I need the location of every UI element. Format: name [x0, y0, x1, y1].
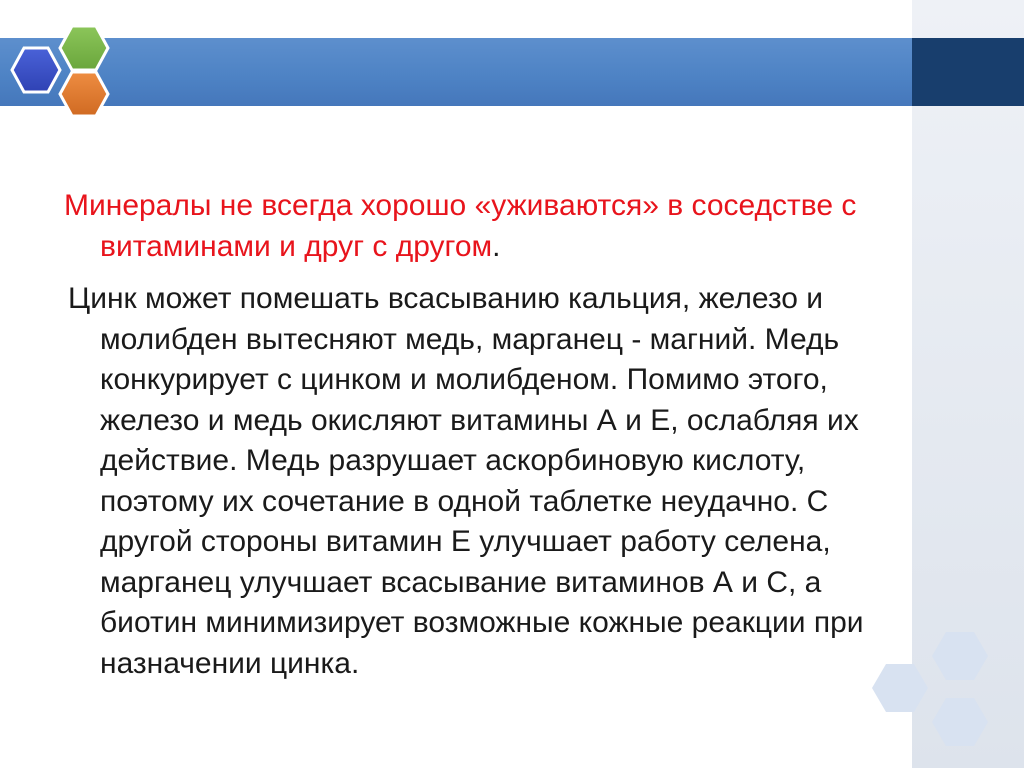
intro-paragraph [64, 186, 904, 267]
intro-period: . [492, 229, 501, 263]
body-paragraph: Цинк может помешать всасыванию кальция, железо и молибден вытесняют медь, марганец - магний. Медь конкурирует с цинком и молибденом. Помимо этого, железо и медь окисляют витамины А и Е, ослабляя их действие. Медь разрушает аскорбиновую кислоту, поэтому их сочетание в одной таблетке неудачно. С другой стороны витамин Е улучшает работу селена, марганец улучшает всасывание витаминов А и С, а биотин минимизирует возможные кожные реакции при назначении цинка. [68, 282, 864, 680]
logo-hexagons [0, 0, 130, 130]
right-side-panel [912, 0, 1024, 768]
slide-content [64, 186, 904, 684]
header-dark-block [912, 38, 1024, 106]
orange-hexagon [60, 72, 108, 116]
green-hexagon [60, 26, 108, 70]
header-band [0, 38, 912, 106]
blue-hexagon [12, 48, 60, 92]
intro-text: Минералы не всегда хорошо «уживаются» в соседстве с витаминами и друг с другом [64, 189, 857, 263]
